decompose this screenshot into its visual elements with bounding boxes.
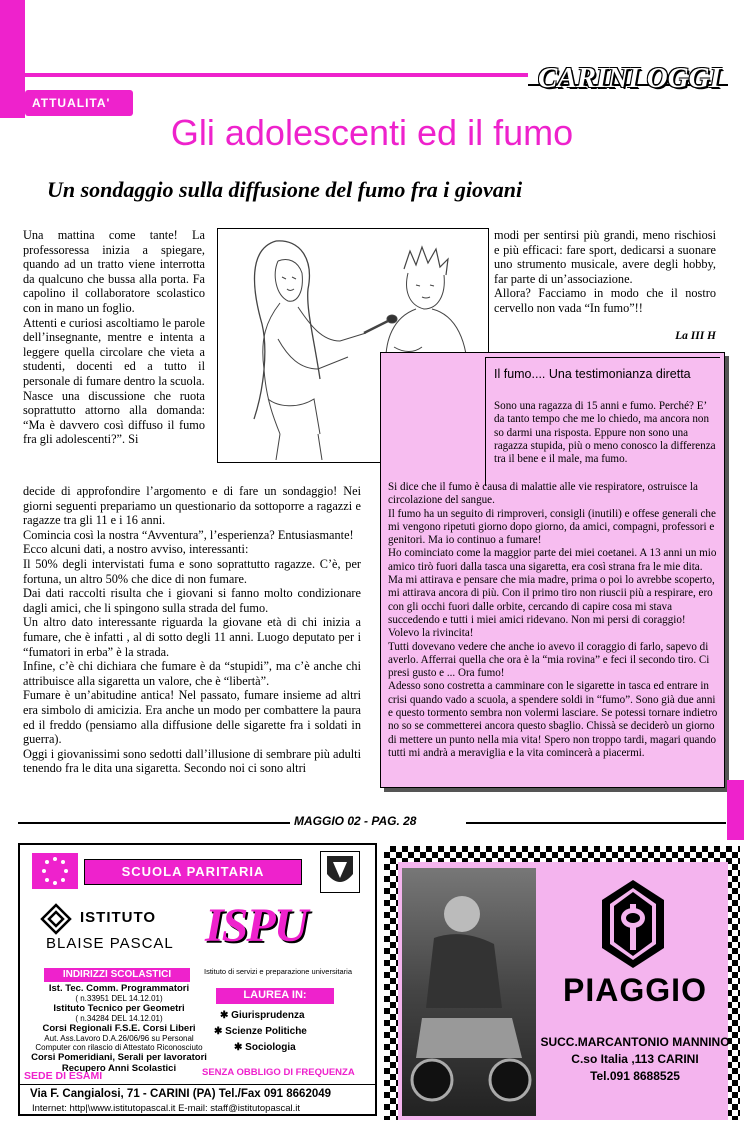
headline: Gli adolescenti ed il fumo bbox=[170, 112, 574, 153]
article-paragraph: Oggi i giovanissimi sono sedotti dall’illusione di sembrare più adulti tenendo fra le dita una sigaretta. Secondo noi ci sono altri bbox=[23, 746, 361, 776]
testimony-paragraph: Adesso sono costretta a camminare con le sigarette in tasca ed entrare in crisi quando vado a scuola, a spendere soldi in “fumo”. Sono già due anni e questo tormento sembra non volermi lasciare. Se potessi tornare indietro no so se commetterei ancora questo sbaglio. Chissà se deciderò un giorno di mettere un punto nella mia vita! Spero non troppo tardi, magari quando tutti mi andrà a meraviglia e la vita comincerà a piacermi. bbox=[388, 680, 718, 759]
header-rule bbox=[0, 73, 528, 77]
piaggio-phone: Tel.091 8688525 bbox=[590, 1069, 680, 1083]
testimony-intro: Sono una ragazza di 15 anni e fumo. Perché? E’ da tanto tempo che me lo chiedo, ma ancora non so darmi una risposta. Eppure non sono una ragazza stupida, più o meno conosco la differenza tra il bene e il male, ma fumo. bbox=[494, 400, 716, 466]
article-paragraph: Nasce una discussione che ruota soprattutto attorno alla domanda: “Ma è davvero così diffuso il fumo fra gli adolescenti?”. Si bbox=[23, 388, 205, 447]
pascal-logo-icon bbox=[40, 903, 72, 935]
corner-bar-vertical bbox=[0, 0, 25, 118]
ispu-logo: ISPU bbox=[205, 899, 307, 952]
section-label: ATTUALITA' bbox=[32, 96, 111, 110]
scuola-banner-label: SCUOLA PARITARIA bbox=[121, 864, 265, 879]
piaggio-brand: PIAGGIO bbox=[563, 972, 707, 1008]
article-paragraph: Allora? Facciamo in modo che il nostro cervello non vada “In fumo”!! bbox=[494, 286, 716, 315]
laurea-title: LAUREA IN: bbox=[243, 989, 307, 1001]
indirizzo-item: Ist. Tec. Comm. Programmatori bbox=[48, 983, 190, 994]
testimony-paragraph: Si dice che il fumo è causa di malattie alle vie respiratore, ostruisce la circolazione del sangue. bbox=[388, 481, 698, 507]
piaggio-dealer: SUCC.MARCANTONIO MANNINO bbox=[540, 1035, 730, 1049]
footer-pink-bar bbox=[727, 780, 744, 840]
indirizzo-item: Corsi Regionali F.S.E. Corsi Liberi bbox=[42, 1023, 196, 1034]
testimony-paragraph: Il fumo ha un seguito di rimproveri, consigli (inutili) e offese generali che mi vengono ripetuti giorno dopo giorno, da amici, compagni, professori e genitori. Ma io continuo a fumare! bbox=[388, 507, 716, 547]
lauree-list bbox=[214, 1008, 354, 1056]
testimony-body bbox=[388, 481, 718, 760]
school-ad-divider bbox=[18, 1084, 377, 1085]
article-paragraph: Dai dati raccolti risulta che i giovani si fanno molto condizionare dagli amici, che li spingono sulla strada del fumo. bbox=[23, 586, 361, 615]
indirizzo-item: ( n.33951 DEL 14.12.01) bbox=[75, 994, 163, 1003]
article-paragraph: Ecco alcuni dati, a nostro avviso, interessanti: bbox=[23, 542, 249, 557]
signature: La III H bbox=[675, 330, 716, 342]
piaggio-logo-icon bbox=[600, 878, 666, 970]
testimony-paragraph: Tutti dovevano vedere che anche io avevo il coraggio di farlo, sapevo di averlo. Afferrai quella che ora è la “mia rovina” e feci il secondo tiro. Ci presi gusto e ... Ora fumo! bbox=[388, 640, 710, 680]
testimony-paragraph: Ho cominciato come la maggior parte dei miei coetanei. A 13 anni un mio amico tirò fuori dalla tasca una sigaretta, era così strana fra le mie dita. Ma mi attirava e pensare che mia madre, prima o poi lo avrebbe scoperto, mi attirava ancora di più. Con il primo tiro non riuscii più a respirare, ero con gli occhi fuori dalle orbite, cercando di capire cosa mi stava succedendo e tutti i miei amici ridevano. Non mi persi di coraggio! Volevo la rivincita! bbox=[388, 547, 717, 640]
blaise-pascal-label: BLAISE PASCAL bbox=[46, 935, 174, 952]
page-label: MAGGIO 02 - PAG. 28 bbox=[294, 814, 417, 828]
indirizzo-item: Recupero Anni Scolastici bbox=[61, 1063, 177, 1074]
article-paragraph: Attenti e curiosi ascoltiamo le parole dell’insegnante, mentre e intenta a leggere quella circolare che vieta a studenti, docenti ed a tutto il personale di fumare dentro la scuola. bbox=[23, 315, 205, 388]
piaggio-address: C.so Italia ,113 CARINI bbox=[571, 1052, 699, 1066]
article-paragraph: decide di approfondire l’argomento e di fare un sondaggio! Nei giorni seguenti prepariamo un questionario da sottoporre a ragazzi e ragazze tra gli 11 e i 16 anni. bbox=[23, 484, 361, 528]
region-emblem-icon bbox=[320, 851, 360, 893]
school-web: Internet: http|\www.istitutopascal.it E-mail: staff@istitutopascal.it bbox=[32, 1103, 301, 1114]
testimony-title: Il fumo.... Una testimonianza diretta bbox=[494, 367, 691, 381]
sede-esami: SEDE DI ESAMI bbox=[24, 1070, 103, 1082]
ispu-caption: Istituto di servizi e preparazione universitaria bbox=[204, 967, 352, 976]
eu-flag-icon bbox=[32, 853, 78, 889]
scooter-photo bbox=[402, 868, 536, 1116]
subhead: Un sondaggio sulla diffusione del fumo fra i giovani bbox=[47, 177, 523, 202]
footer-rule-left bbox=[18, 822, 290, 824]
article-col-right bbox=[494, 228, 716, 316]
article-paragraph: Infine, c’è chi dichiara che fumare è da “stupidi”, ma c’è anche chi attribuisce alla sigaretta un valore, che è “libertà”. bbox=[23, 659, 361, 688]
indirizzi-list bbox=[24, 983, 214, 1074]
article-paragraph: Il 50% degli intervistati fuma e sono soprattutto ragazze. C’è, per fortuna, un altro 50% che dice di non fumare. bbox=[23, 556, 361, 586]
indirizzo-item: Corsi Pomeridiani, Serali per lavoratori bbox=[31, 1052, 207, 1063]
indirizzi-title: INDIRIZZI SCOLASTICI bbox=[62, 969, 172, 980]
istituto-label: ISTITUTO bbox=[80, 909, 157, 926]
article-paragraph: modi per sentirsi più grandi, meno rischiosi e più efficaci: fare sport, dedicarsi a suonare uno strumento musicale, avere degli hobby, far parte di un’associazione. bbox=[494, 228, 716, 286]
laurea-item-label: Giurisprudenza bbox=[231, 1010, 305, 1021]
indirizzo-item: ( n.34284 DEL 14.12.01) bbox=[75, 1014, 163, 1023]
article-col-left bbox=[23, 228, 205, 447]
article-paragraph: Comincia così la nostra “Avventura”, l’esperienza? Entusiasmante! bbox=[23, 527, 354, 542]
obbligo-frequenza: SENZA OBBLIGO DI FREQUENZA bbox=[202, 1067, 355, 1078]
indirizzo-item: Computer con rilascio di Attestato Riconosciuto bbox=[35, 1043, 203, 1052]
footer-rule-right bbox=[466, 822, 726, 824]
school-address: Via F. Cangialosi, 71 - CARINI (PA) Tel./Fax 091 8662049 bbox=[30, 1088, 332, 1100]
laurea-item: ✱ Sociologia bbox=[234, 1042, 296, 1053]
article-col-wide bbox=[23, 484, 361, 776]
laurea-item-label: Sociologia bbox=[245, 1042, 296, 1053]
laurea-item: ✱ Scienze Politiche bbox=[214, 1026, 307, 1037]
indirizzo-item: Aut. Ass.Lavoro D.A.26/06/96 su Personal bbox=[44, 1034, 194, 1043]
article-paragraph: Fumare è un’abitudine antica! Nel passato, fumare insieme ad altri era simbolo di amicizia. Era anche un modo per combattere la paura ed il freddo (pensiamo alla diffusione delle sigarette fra i soldati in guerra). bbox=[23, 688, 361, 747]
laurea-item: ✱ Giurisprudenza bbox=[220, 1010, 305, 1021]
indirizzo-item: Istituto Tecnico per Geometri bbox=[53, 1003, 185, 1014]
article-paragraph: Un altro dato interessante riguarda la giovane età di chi inizia a fumare, che è infatti , al di sotto degli 11 anni. Luogo deputato per i “fumatori in erba” è la strada. bbox=[23, 615, 361, 659]
masthead: CARINI OGGI bbox=[538, 62, 721, 94]
laurea-item-label: Scienze Politiche bbox=[225, 1026, 307, 1037]
article-paragraph: Una mattina come tante! La professoressa inizia a spiegare, quando ad un tratto viene interrotta da qualcuno che bussa alla porta. Fa capolino il collaboratore scolastico con in mano un foglio. bbox=[23, 228, 205, 315]
